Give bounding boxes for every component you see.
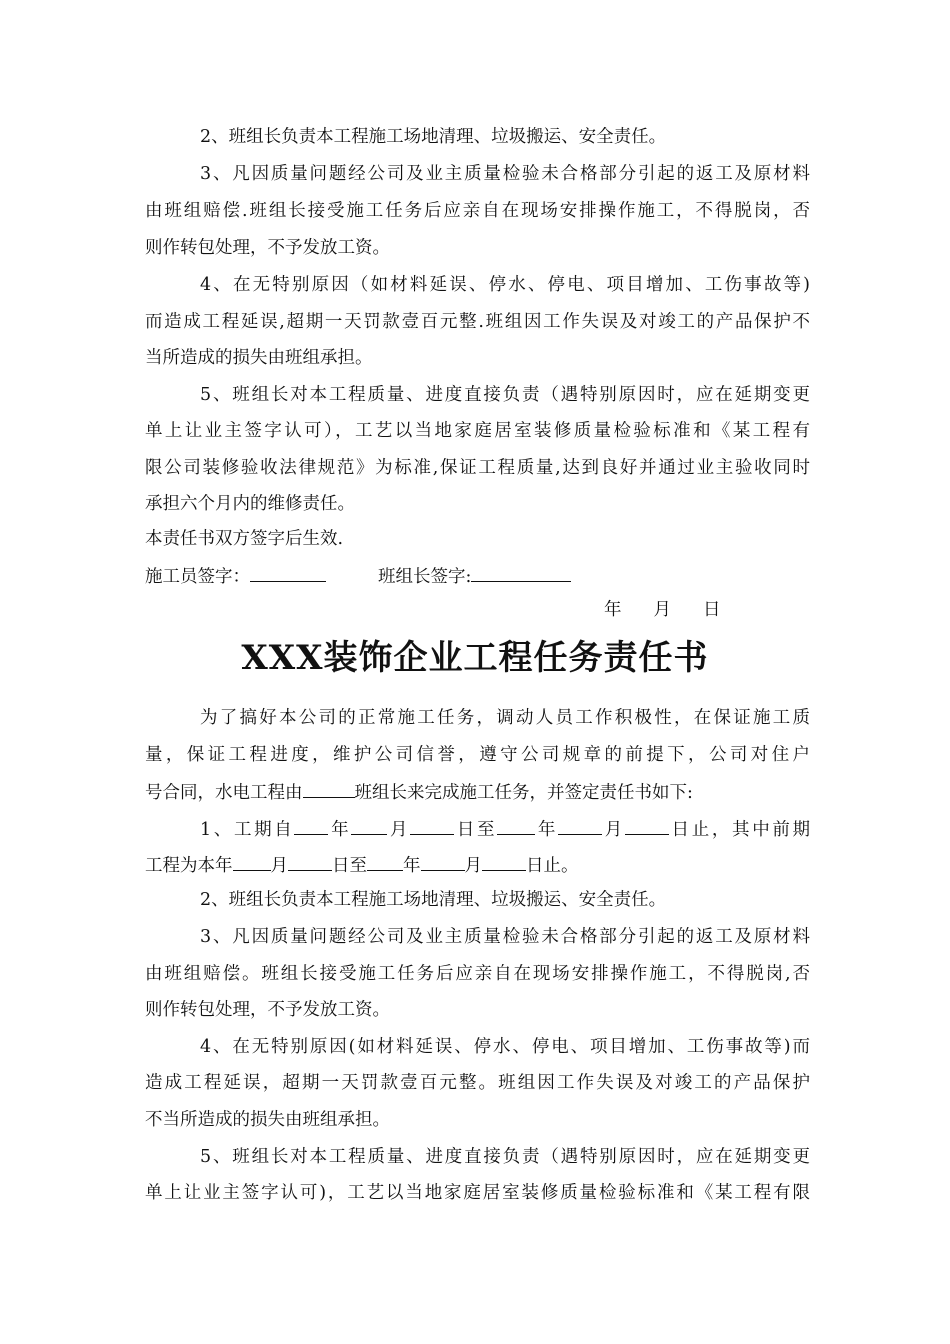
date-day-label: 日	[703, 600, 721, 620]
phase-end-day-field[interactable]	[482, 852, 526, 871]
clause-1-line2	[145, 852, 810, 878]
date-month-label: 月	[653, 600, 671, 620]
s2-clause-4-line1: 4、在无特别原因(如材料延误、停水、停电、项目增加、工伤事故等)而	[200, 1037, 810, 1057]
worker-signature-label: 施工员签字：	[145, 567, 250, 587]
s1-clause-4-line2: 而造成工程延误,超期一天罚款壹百元整.班组因工作失误及对竣工的产品保护不	[145, 312, 810, 332]
s2-clause-3-line1: 3、凡因质量问题经公司及业主质量检验未合格部分引起的返工及原材料	[200, 927, 810, 947]
intro-line3-part1: 号合同，水电工程由	[145, 783, 303, 803]
team-leader-field[interactable]	[303, 779, 355, 798]
start-day-field[interactable]	[410, 816, 454, 835]
end-year-field[interactable]	[497, 816, 535, 835]
text: 月	[602, 820, 625, 840]
signature-line	[145, 563, 810, 589]
text: 年	[403, 856, 421, 876]
s2-clause-4-line3: 不当所造成的损失由班组承担。	[145, 1110, 390, 1130]
end-day-field[interactable]	[625, 816, 669, 835]
s1-clause-2: 2、班组长负责本工程施工场地清理、垃圾搬运、安全责任。	[200, 127, 667, 147]
text: 年	[328, 820, 352, 840]
intro-line2: 量，保证工程进度，维护公司信誉，遵守公司规章的前提下，公司对住户	[145, 745, 810, 765]
end-month-field[interactable]	[558, 816, 602, 835]
s2-clause-2: 2、班组长负责本工程施工场地清理、垃圾搬运、安全责任。	[200, 890, 667, 910]
text: 1、工期自	[200, 820, 295, 840]
leader-signature-field[interactable]	[471, 563, 571, 582]
clause-1-line1	[200, 816, 810, 842]
text: 工程为本年	[145, 856, 233, 876]
text: 日止。	[526, 856, 579, 876]
text: 月	[270, 856, 288, 876]
s1-clause-5-line4: 承担六个月内的维修责任。	[145, 494, 355, 514]
intro-line3-part2: 班组长来完成施工任务，并签定责任书如下:	[354, 783, 693, 803]
s2-clause-3-line3: 则作转包处理，不予发放工资。	[145, 1000, 390, 1020]
s1-clause-4-line1: 4、在无特别原因（如材料延误、停水、停电、项目增加、工伤事故等)	[200, 275, 810, 295]
worker-signature-field[interactable]	[250, 563, 326, 582]
s2-clause-4-line2: 造成工程延误，超期一天罚款壹百元整。班组因工作失误及对竣工的产品保护	[145, 1073, 810, 1093]
phase-end-year-field[interactable]	[367, 852, 403, 871]
text: 日止，其中前期	[668, 820, 811, 840]
intro-line3	[145, 779, 810, 805]
s1-clause-5-line1: 5、班组长对本工程质量、进度直接负责（遇特别原因时，应在延期变更	[200, 385, 810, 405]
phase-end-month-field[interactable]	[421, 852, 465, 871]
text: 年	[535, 820, 559, 840]
s1-clause-3-line1: 3、凡因质量问题经公司及业主质量检验未合格部分引起的返工及原材料	[200, 164, 810, 184]
start-month-field[interactable]	[351, 816, 387, 835]
date-line	[604, 596, 721, 621]
start-year-field[interactable]	[294, 816, 328, 835]
s1-clause-5-line3: 限公司装修验收法律规范》为标准,保证工程质量,达到良好并通过业主验收同时	[145, 458, 810, 478]
text: 日至	[332, 856, 367, 876]
s2-clause-5-line2: 单上让业主签字认可)，工艺以当地家庭居室装修质量检验标准和《某工程有限	[145, 1183, 810, 1203]
document-title: XXX装饰企业工程任务责任书	[241, 638, 709, 678]
effective-statement: 本责任书双方签字后生效.	[145, 529, 344, 549]
s1-clause-4-line3: 当所造成的损失由班组承担。	[145, 348, 373, 368]
date-year-label: 年	[604, 600, 622, 620]
s1-clause-5-line2: 单上让业主签字认可），工艺以当地家庭居室装修质量检验标准和《某工程有	[145, 421, 810, 441]
s2-clause-3-line2: 由班组赔偿。班组长接受施工任务后应亲自在现场安排操作施工，不得脱岗,否	[145, 964, 810, 984]
phase-start-month-field[interactable]	[233, 852, 271, 871]
text: 月	[464, 856, 482, 876]
leader-signature-label: 班组长签字:	[378, 567, 472, 587]
s1-clause-3-line3: 则作转包处理，不予发放工资。	[145, 238, 390, 258]
s2-clause-5-line1: 5、班组长对本工程质量、进度直接负责（遇特别原因时，应在延期变更	[200, 1147, 810, 1167]
intro-line1: 为了搞好本公司的正常施工任务，调动人员工作积极性，在保证施工质	[200, 708, 810, 728]
text: 日至	[454, 820, 498, 840]
s1-clause-3-line2: 由班组赔偿.班组长接受施工任务后应亲自在现场安排操作施工，不得脱岗，否	[145, 201, 810, 221]
text: 月	[387, 820, 411, 840]
phase-start-day-field[interactable]	[288, 852, 332, 871]
